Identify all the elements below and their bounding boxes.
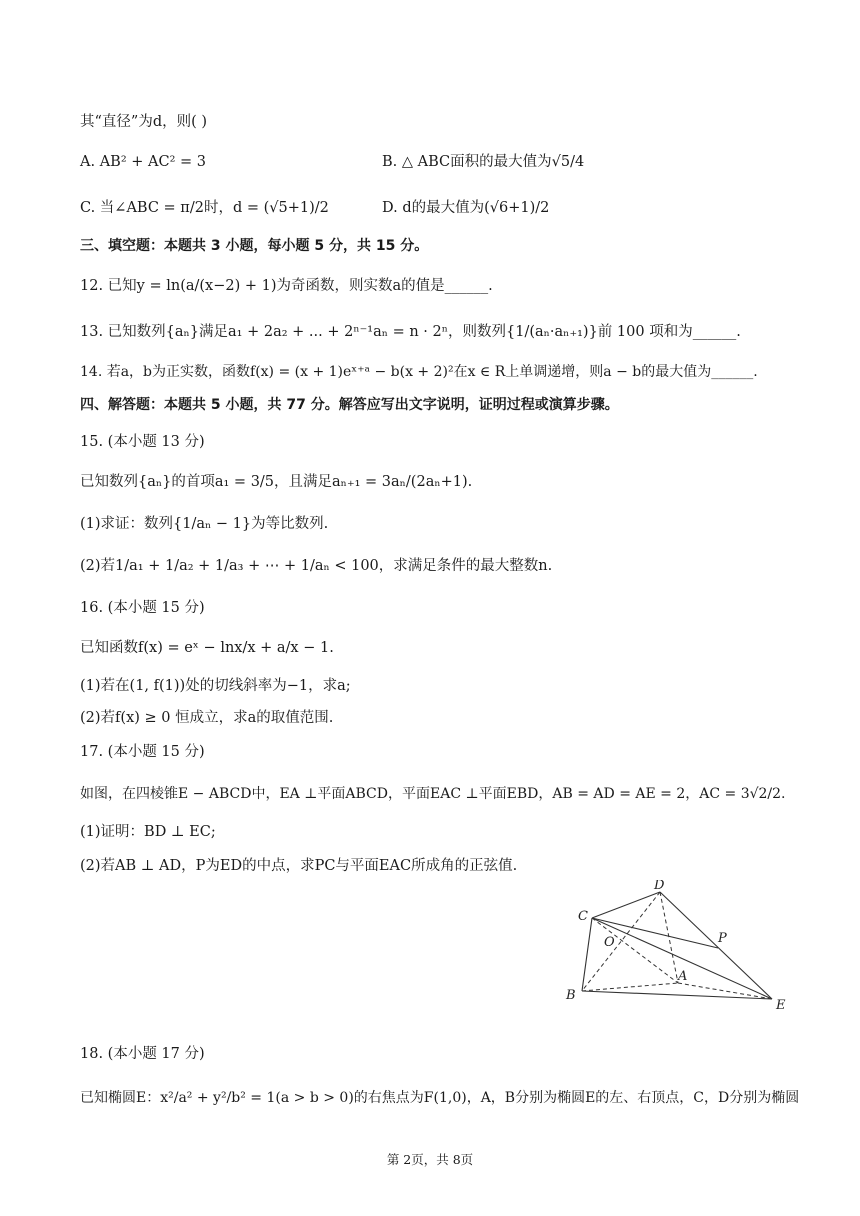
question-16-part-2: (2)若f(x) ≥ 0 恒成立，求a的取值范围. xyxy=(80,710,334,726)
section-fill-in-title: 三、填空题：本题共 3 小题，每小题 5 分，共 15 分。 xyxy=(80,238,429,254)
label-c: C xyxy=(578,909,588,924)
question-16-stem: 已知函数f(x) = eˣ − lnx/x + a/x − 1. xyxy=(80,640,334,656)
question-16-header: 16. (本小题 15 分) xyxy=(80,600,205,616)
question-15-header: 15. (本小题 13 分) xyxy=(80,434,205,450)
option-d: D. d的最大值为(√6+1)/2 xyxy=(382,200,550,216)
question-15-part-2: (2)若1/a₁ + 1/a₂ + 1/a₃ + ⋯ + 1/aₙ < 100，求满足条件的最大整数n. xyxy=(80,558,553,574)
label-b: B xyxy=(566,988,576,1003)
question-17-part-2: (2)若AB ⊥ AD，P为ED的中点，求PC与平面EAC所成角的正弦值. xyxy=(80,858,518,874)
label-p: P xyxy=(718,931,727,946)
label-o: O xyxy=(604,935,615,950)
label-d: D xyxy=(654,880,665,893)
option-c: C. 当∠ABC = π/2时，d = (√5+1)/2 xyxy=(80,200,329,216)
question-15-part-1: (1)求证：数列{1/aₙ − 1}为等比数列. xyxy=(80,516,329,532)
question-13: 13. 已知数列{aₙ}满足a₁ + 2a₂ + ... + 2ⁿ⁻¹aₙ = n · 2ⁿ，则数列{1/(aₙ·aₙ₊₁)}前 100 项和为______. xyxy=(80,324,741,340)
page-footer: 第 2页，共 8页 xyxy=(386,1152,474,1167)
question-14: 14. 若a，b为正实数，函数f(x) = (x + 1)eˣ⁺ᵃ − b(x + 2)²在x ∈ R上单调递增，则a − b的最大值为______. xyxy=(80,364,758,380)
question-17-stem: 如图，在四棱锥E − ABCD中，EA ⊥平面ABCD，平面EAC ⊥平面EBD，AB = AD = AE = 2，AC = 3√2/2. xyxy=(80,786,786,802)
q11-stem-end: 其“直径”为d，则( ) xyxy=(80,114,208,130)
section-answer-title: 四、解答题：本题共 5 小题，共 77 分。解答应写出文字说明，证明过程或演算步骤。 xyxy=(80,397,619,413)
question-18-stem: 已知椭圆E：x²/a² + y²/b² = 1(a > b > 0)的右焦点为F(1,0)，A，B分别为椭圆E的左、右顶点，C，D分别为椭圆 xyxy=(80,1090,800,1106)
question-18-header: 18. (本小题 17 分) xyxy=(80,1046,205,1062)
question-15-stem: 已知数列{aₙ}的首项a₁ = 3/5，且满足aₙ₊₁ = 3aₙ/(2aₙ+1). xyxy=(80,474,473,490)
label-e: E xyxy=(776,998,786,1013)
question-17-header: 17. (本小题 15 分) xyxy=(80,744,205,760)
question-12: 12. 已知y = ln(a/(x−2) + 1)为奇函数，则实数a的值是______. xyxy=(80,278,493,294)
pyramid-figure xyxy=(560,880,800,1020)
option-a: A. AB² + AC² = 3 xyxy=(80,154,206,170)
label-a: A xyxy=(678,969,688,984)
question-17-part-1: (1)证明：BD ⊥ EC; xyxy=(80,824,216,840)
question-16-part-1: (1)若在(1, f(1))处的切线斜率为−1，求a; xyxy=(80,678,351,694)
option-b: B. △ ABC面积的最大值为√5/4 xyxy=(382,154,585,170)
